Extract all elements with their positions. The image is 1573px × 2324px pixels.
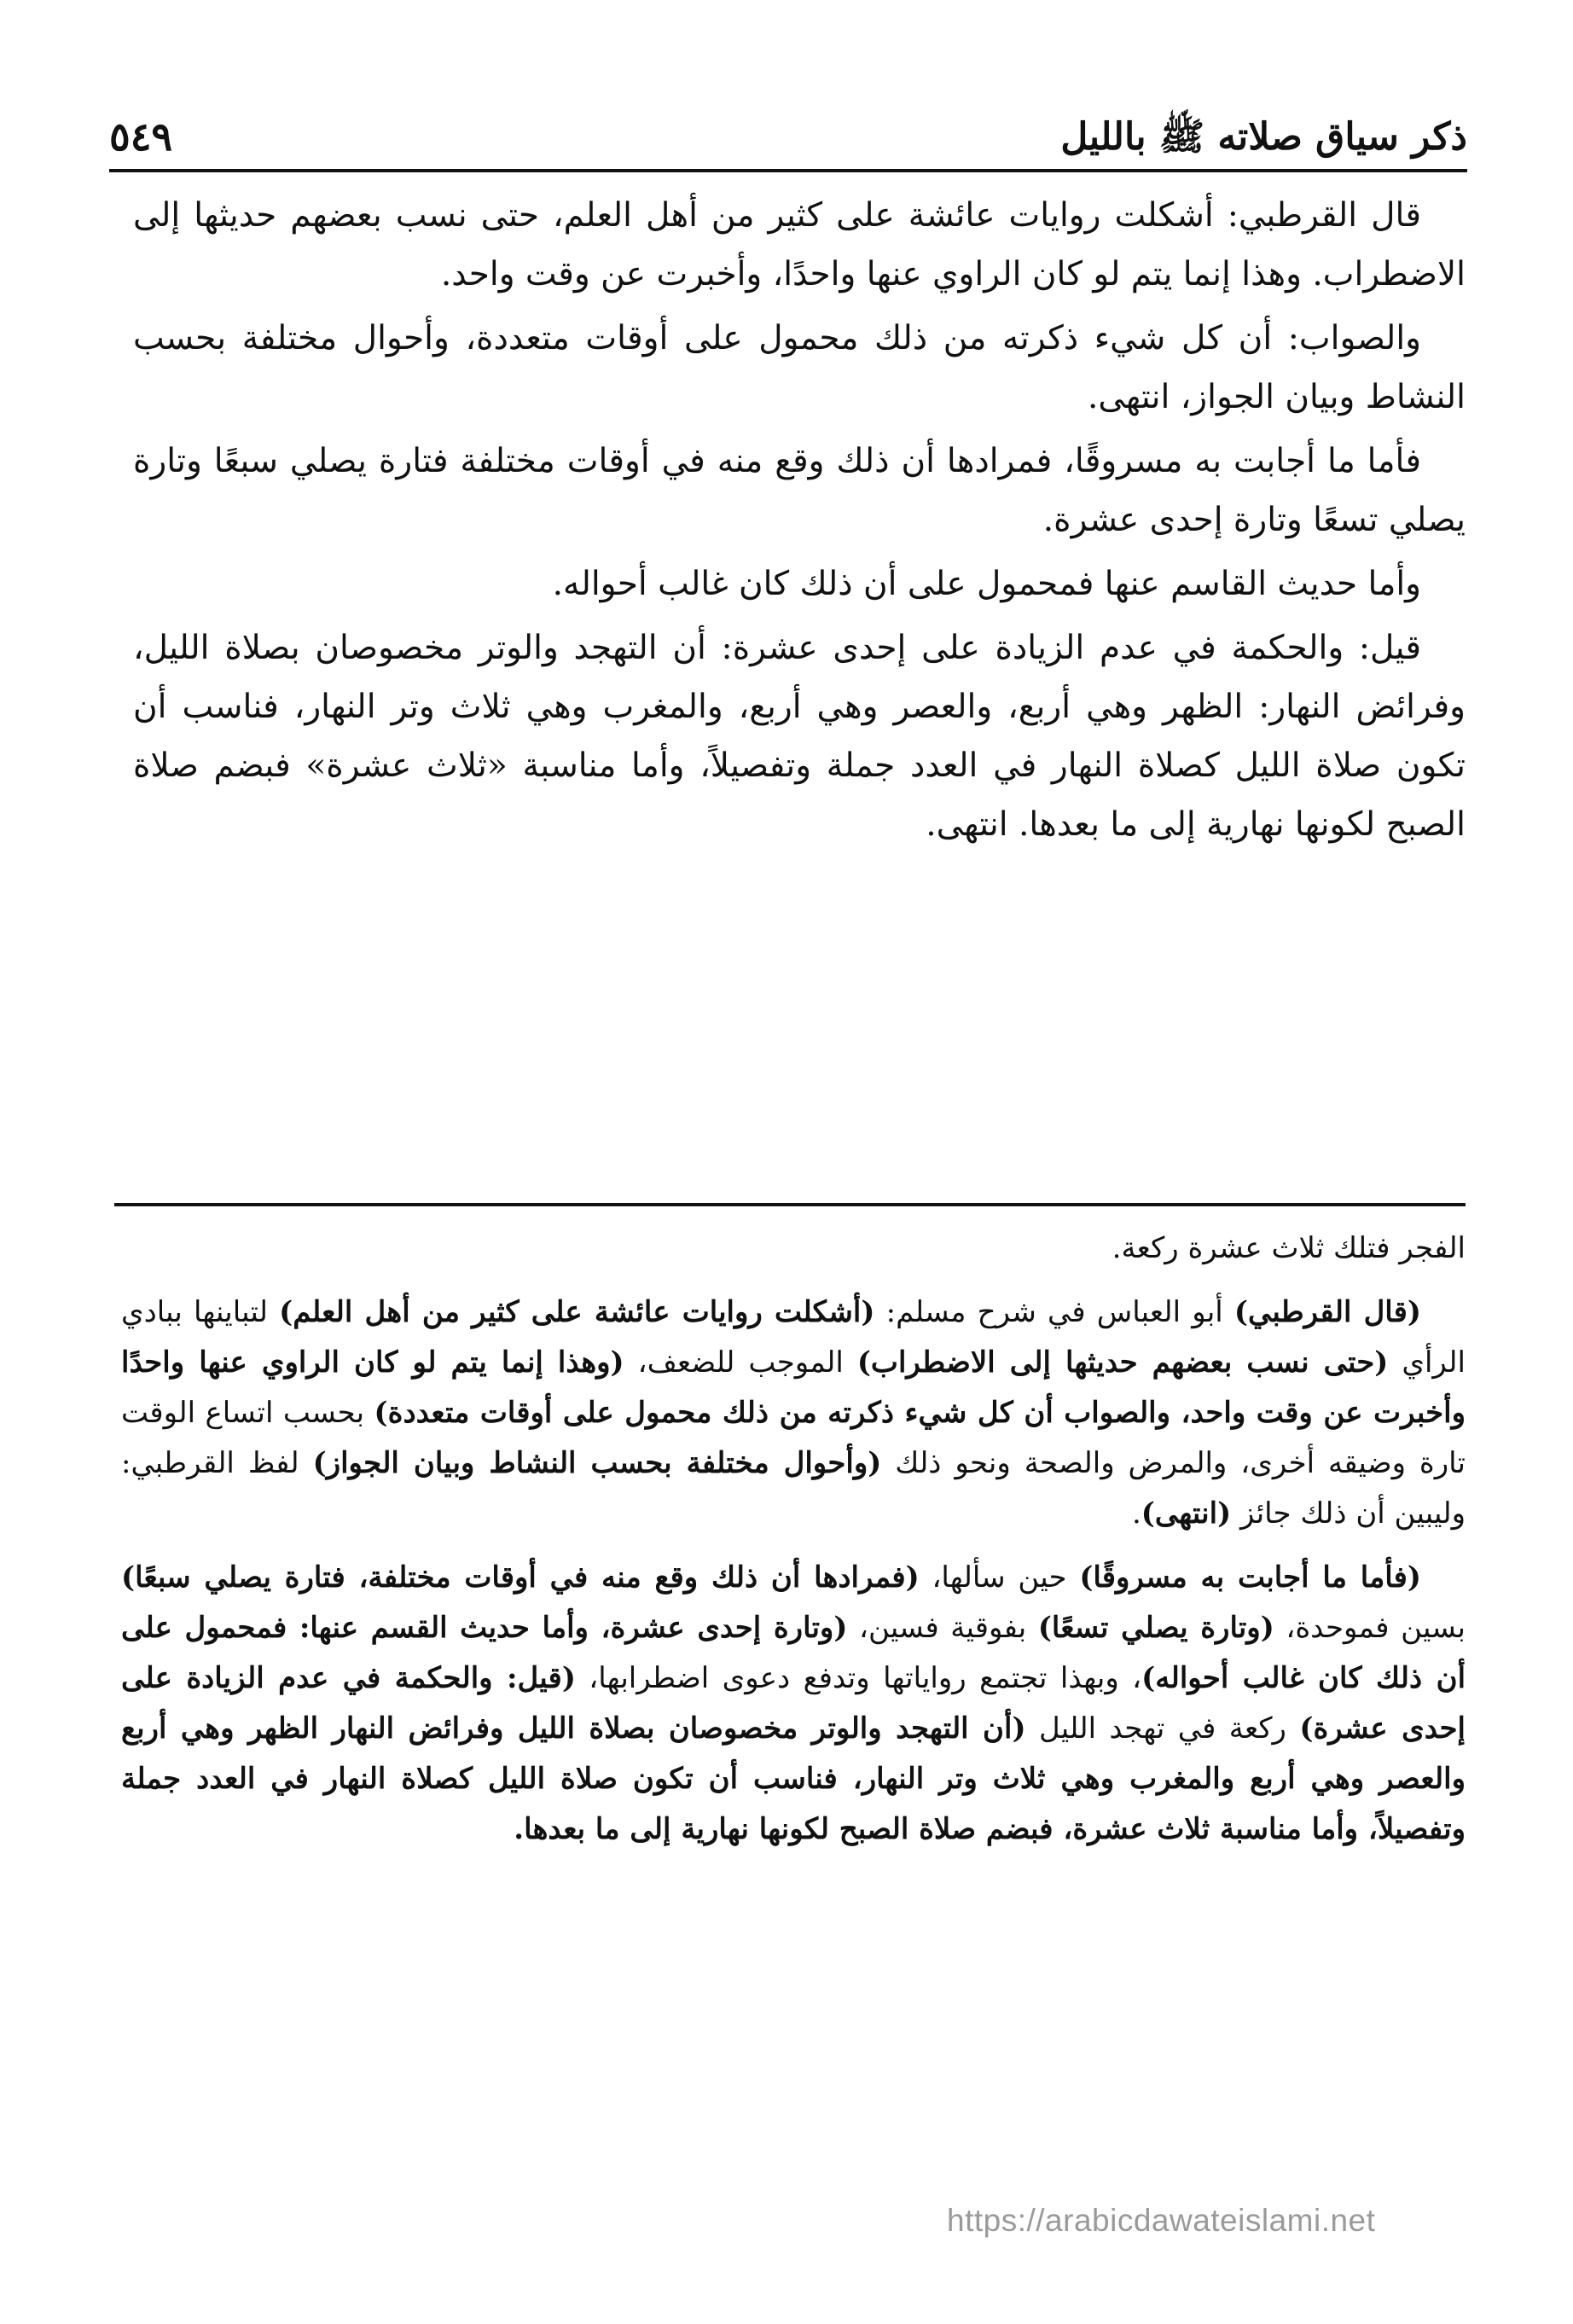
commentary-segment: أبو العباس في شرح مسلم: — [874, 1295, 1234, 1329]
commentary-segment: (أن التهجد والوتر مخصوصان بصلاة الليل وفرائض النهار الظهر وهي أربع والعصر وهي أربع والمغرب وهي ثلاث وتر النهار، فناسب أن تكون صلاة الليل كصلاة النهار في العدد جملة وتفصيلاً، وأما مناسبة ثلاث عشرة، فبضم صلاة الصبح لكونها نهارية إلى ما بعدها. — [121, 1711, 1466, 1846]
commentary-segment: ركعة في تهجد الليل — [1025, 1711, 1300, 1746]
main-text — [133, 186, 1466, 859]
commentary-segment: (أشكلت روايات عائشة على كثير من أهل العلم) — [279, 1295, 875, 1329]
commentary-divider — [114, 1203, 1466, 1206]
main-paragraph: قيل: والحكمة في عدم الزيادة على إحدى عشرة: أن التهجد والوتر مخصوصان بصلاة الليل، وفرائض النهار: الظهر وهي أربع، والعصر وهي أربع، والمغرب وهي ثلاث وتر النهار، فناسب أن تكون صلاة الليل كصلاة النهار في العدد جملة وتفصيلاً، وأما مناسبة «ثلاث عشرة» فبضم صلاة الصبح لكونها نهارية إلى ما بعدها. انتهى. — [133, 629, 1466, 844]
commentary-segment: (فمرادها أن ذلك وقع منه في أوقات مختلفة، فتارة يصلي سبعًا) — [121, 1560, 920, 1595]
commentary-segment: لتباينها ببادي الرأي — [121, 1295, 1466, 1380]
main-paragraph: قال القرطبي: أشكلت روايات عائشة على كثير من أهل العلم، حتى نسب بعضهم حديثها إلى الاضطراب. وهذا إنما يتم لو كان الراوي عنها واحدًا، وأخبرت عن وقت واحد. — [133, 196, 1466, 293]
main-paragraph: والصواب: أن كل شيء ذكرته من ذلك محمول على أوقات متعددة، وأحوال مختلفة بحسب النشاط وبيان الجواز، انتهى. — [133, 319, 1466, 416]
commentary-segment: (وأحوال مختلفة بحسب النشاط وبيان الجواز) — [312, 1446, 882, 1480]
commentary-segment: (وتارة يصلي تسعًا) — [1037, 1611, 1274, 1645]
commentary-segment: حين سألها، — [919, 1560, 1080, 1595]
commentary-text — [121, 1223, 1466, 1868]
commentary-segment: . — [1131, 1496, 1141, 1531]
running-title: ذكر سياق صلاته ﷺ بالليل — [1060, 115, 1467, 160]
commentary-segment: (انتهى) — [1141, 1496, 1232, 1531]
commentary-segment: (حتى نسب بعضهم حديثها إلى الاضطراب) — [856, 1345, 1389, 1380]
commentary-paragraph — [121, 1553, 1466, 1855]
main-paragraph: وأما حديث القاسم عنها فمحمول على أن ذلك كان غالب أحواله. — [552, 565, 1421, 603]
commentary-segment: ، وبهذا تجتمع رواياتها وتدفع دعوى اضطرابها، — [575, 1661, 1142, 1695]
commentary-segment: بفوقية فسين، — [847, 1611, 1038, 1645]
commentary-segment: لفظ القرطبي: وليبين أن ذلك جائز — [121, 1446, 1466, 1531]
watermark-url: https://arabicdawateislami.net — [947, 2203, 1376, 2238]
commentary-segment: (قال القرطبي) — [1233, 1295, 1421, 1329]
page-number: ٥٤٩ — [109, 113, 173, 160]
commentary-segment: (قيل: والحكمة في عدم الزيادة على إحدى عشرة) — [121, 1661, 1466, 1746]
header-divider — [109, 169, 1467, 172]
commentary-segment: (وتارة إحدى عشرة، وأما حديث القسم عنها: فمحمول على أن ذلك كان غالب أحواله) — [121, 1611, 1466, 1695]
commentary-segment: (وهذا إنما يتم لو كان الراوي عنها واحدًا وأخبرت عن وقت واحد، والصواب أن كل شيء ذكرته من ذلك محمول على أوقات متعددة) — [121, 1345, 1466, 1430]
main-paragraph: فأما ما أجابت به مسروقًا، فمرادها أن ذلك وقع منه في أوقات مختلفة فتارة يصلي سبعًا وتارة يصلي تسعًا وتارة إحدى عشرة. — [133, 442, 1466, 539]
commentary-paragraph: الفجر فتلك ثلاث عشرة ركعة. — [1112, 1231, 1466, 1265]
commentary-paragraph — [121, 1287, 1466, 1539]
commentary-segment: الموجب للضعف، — [624, 1345, 857, 1380]
commentary-segment: بسين فموحدة، — [1274, 1611, 1466, 1645]
page-header — [109, 78, 1467, 160]
commentary-segment: (فأما ما أجابت به مسروقًا) — [1079, 1560, 1421, 1595]
commentary-segment: بحسب اتساع الوقت تارة وضيقه أخرى، والمرض والصحة ونحو ذلك — [121, 1396, 1466, 1480]
